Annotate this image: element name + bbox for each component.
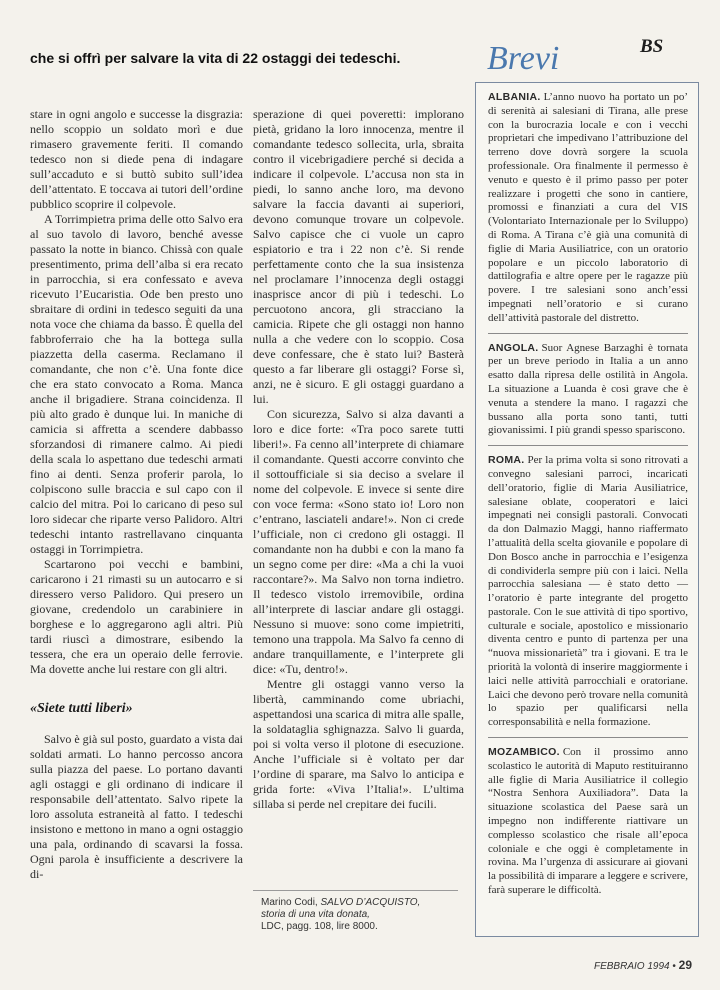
news-place: ROMA.: [488, 454, 525, 467]
divider: [488, 333, 688, 334]
news-text: Per la prima volta si sono ritrovati a convegno salesiani parroci, incaricati dell’oratorio, figlie di Maria Ausiliatrice, salesiane oblate, cooperatori e laici impegnati nei consigli pastorali. Convocati da don Dalmazio Maggi, hanno riaffermato l’attualità della scelta giovanile e popolare di Don Bosco anche in parrocchia e l’esigenza di condividerla sempre più con i laici. Nella parrocchia salesiana — è stato detto — l’oratorio è parte integrante del progetto pastorale. Con le sue attività di tipo sportivo, culturale e sociale, apostolico e missionario diventa centro e punto di partenza per una “nuova missionarietà” tra i giovani. E tra le priorità la volontà di inserire maggiormente i laici nelle attività parrocchiali e oratoriane. Laici che devono però trovare nella comunità lo spazio per qualificarsi nella corresponsabilità e nella formazione.: [488, 454, 688, 729]
paragraph: stare in ogni angolo e successe la disgrazia: nello scoppio un soldato morì e due rimasero gravemente feriti. Il comando tedesco non si diede pena di indagare sull’accaduto e si buttò subito sull’idea dell’attentato. E toccava ai tutori dell’ordine pubblico scoprire il colpevole.: [30, 107, 243, 211]
book-details: LDC, pagg. 108, lire 8000.: [261, 921, 378, 932]
paragraph: sperazione di quei poveretti: implorano pietà, gridano la loro innocenza, mentre il comandante tedesco sollecita, urla, sbraita contro il vicebrigadiere perché si decida a indicare il colpevole. L’accusa non sta in piedi, lo sanno anche loro, ma devono salvare la faccia davanti ai superiori, devono comunque trovare un colpevole. Salvo capisce che ci vuole un capro espiatorio e tra i 22 non c’è. Si rende perfettamente conto che la sua insistenza nel proclamare l’innocenza degli ostaggi inasprisce ancor di più i tedeschi. Lo percuotono ancora, gli stracciano la camicia. Ripete che gli ostaggi non hanno nulla a che vedere con lo scoppio. Cosa deve confessare, che è stato lui? Basterà questo a far liberare gli ostaggi? Forse sì, anzi, ne è sicuro. E gli ostaggi guardano a lui.: [253, 107, 464, 406]
news-item: [488, 454, 688, 730]
news-text: L’anno nuovo ha portato un po’ di serenità ai salesiani di Tirana, alle prese con la burocrazia locale e con i vecchi proprietari che impedivano l’attribuzione del terreno dove dovrà sorgere la scuola professionale. Ora finalmente il permesso è venuto e questo è il primo passo per poter realizzare i progetti che sono in cantiere, promossi e finanziati a cura del VIS (Volontariato Internazionale per lo Sviluppo) di Roma. A Tirana c’è già una comunità di figlie di Maria Ausiliatrice, con un oratorio popolare e un piccolo laboratorio di dattilografia e altre opere per le ragazze più povere. I tre salesiani sono anch’essi impegnati nell’oratorio e si curano dell’attività pastorale del distretto.: [488, 91, 688, 324]
news-item: [488, 342, 688, 439]
page-number: 29: [678, 958, 692, 972]
paragraph: Scartarono poi vecchi e bambini, caricarono i 21 rimasti su un autocarro e si diressero verso Palidoro. Qui presero un giovane, credendolo un carabiniere in borghese e lo aggregarono agli altri. Più tardi riuscì a dimostrare, esibendo la tessera, che era un operaio delle ferrovie. Ma dovette anche lui restare con gli altri.: [30, 557, 243, 676]
book-author: Marino Codi,: [261, 897, 318, 908]
paragraph: Salvo è già sul posto, guardato a vista dai soldati armati. Lo hanno percosso ancora sulla piazza del paese. Lo portano davanti agli ostaggi e gli ordinano di indicare il responsabile dell’attentato. Salvo ripete la loro assoluta estraneità al fatto. I tedeschi insistono e mettono in mano a ogni ostaggio una pala, ordinando di scavarsi la fossa. Ogni parola è insufficiente a descrivere la di-: [30, 732, 243, 881]
news-place: ANGOLA.: [488, 341, 539, 354]
news-item: [488, 91, 688, 326]
magazine-brand: BS: [640, 36, 664, 57]
paragraph: Con sicurezza, Salvo si alza davanti a loro e dice forte: «Tra poco sarete tutti liberi!». Fa cenno all’interprete di chiamare il comandante. Questi accorre convinto che il sottoufficiale si sia deciso a svelare il nome del colpevole. E invece si sente dire con voce ferma: «Sono stato io! Loro non c’entrano, lasciateli andare!». Non ci crede l’ufficiale, non ci credono gli ostaggi. Il comandante non ha dubbi e con la mano fa un segno come per dire: «Ma a chi la vuoi raccontare?». Ma Salvo non torna indietro. Il tedesco vistolo irremovibile, ordina all’interprete di lasciar andare gli ostaggi. Nessuno si muove: sono come impietriti, temono una trappola. Ma Salvo fa cenno di andare tranquillamente, e l’interprete gli dice: «Tu, dentro!».: [253, 407, 464, 676]
divider: [488, 445, 688, 446]
headline: che si offrì per salvare la vita di 22 ostaggi dei tedeschi.: [30, 50, 401, 66]
news-place: MOZAMBICO.: [488, 746, 560, 759]
news-place: ALBANIA.: [488, 91, 541, 103]
news-item: [488, 746, 688, 898]
news-text: Suor Agnese Barzaghi è tornata per un breve periodo in Italia a un anno esatto dalla ripresa delle ostilità in Angola. La situazione a Luanda è così grave che è venuta a stendere la mano. I ragazzi che bussano alla porta sono tanti, tutti giovanissimi. I più grandi spesso spariscono.: [488, 341, 688, 437]
issue-label: FEBBRAIO 1994: [593, 961, 670, 972]
brevi-title: Brevi: [487, 40, 560, 77]
book-subtitle: storia di una vita donata,: [261, 909, 370, 920]
book-title: SALVO D’ACQUISTO,: [320, 897, 421, 908]
paragraph: Mentre gli ostaggi vanno verso la libertà, camminando come ubriachi, aspettandosi una scarica di mitra alle spalle, la soldataglia sghignazza. Salvo li guarda, poi si volta verso il plotone di esecuzione. Anche l’ufficiale si è voltato per dar l’ordine di sparare, ma Salvo lo anticipa e grida forte: «Viva l’Italia!». L’ultima sillaba si perde nel crepitare dei fucili.: [253, 677, 464, 811]
news-text: Con il prossimo anno scolastico le autorità di Maputo restituiranno alle figlie di Maria Ausiliatrice il collegio “Nostra Senhora Auxiliadora”. Data la situazione scolastica del Paese sarà un impegno non indifferente riattivare un complesso scolastico che risale all’epoca coloniale e che oggi è completamente in rovina. Ma l’urgenza di assicurare ai giovani la possibilità di imparare a leggere e scrivere, farà superare le difficoltà.: [488, 746, 688, 897]
article-column-1: [30, 107, 243, 980]
paragraph: A Torrimpietra prima delle otto Salvo era al suo tavolo di lavoro, benché avesse passato la notte in bianco. Chissà con quale presentimento, prima dell’alba si era recato in parrocchia, si era confessato e aveva ricevuto l’Eucaristia. Ode ben presto uno sbraitare di ordini in tedesco seguiti da una nota voce che chiama da basso. È quella del fabbroferraio che ha la bottega sulla piazzetta della caserma. Reclamano il comandante, che non c’è. Una fonte dice che era stato convocato a Roma. Manca anche il brigadiere. Strana coincidenza. Il più alto grado è dunque lui. In maniche di camicia si affretta a scendere dabbasso sforzandosi di rimanere calmo. Ai piedi della scala lo aspettano due tedeschi armati fino ai denti. Senza proferir parola, lo colpiscono sulle braccia e sul capo con il calcio del mitra. Poi lo caricano di peso sul loro sidecar che riparte verso Palidoro. Altri tedeschi intanto rastrellavano cinquanta ostaggi in Torrimpietra.: [30, 212, 243, 556]
book-reference: [253, 890, 458, 948]
page-footer: FEBBRAIO 1994 • 29: [593, 958, 692, 972]
brevi-sidebar: [475, 82, 699, 937]
article-subheading: «Siete tutti liberi»: [30, 701, 133, 716]
article-column-2: [253, 107, 464, 877]
divider: [488, 737, 688, 738]
